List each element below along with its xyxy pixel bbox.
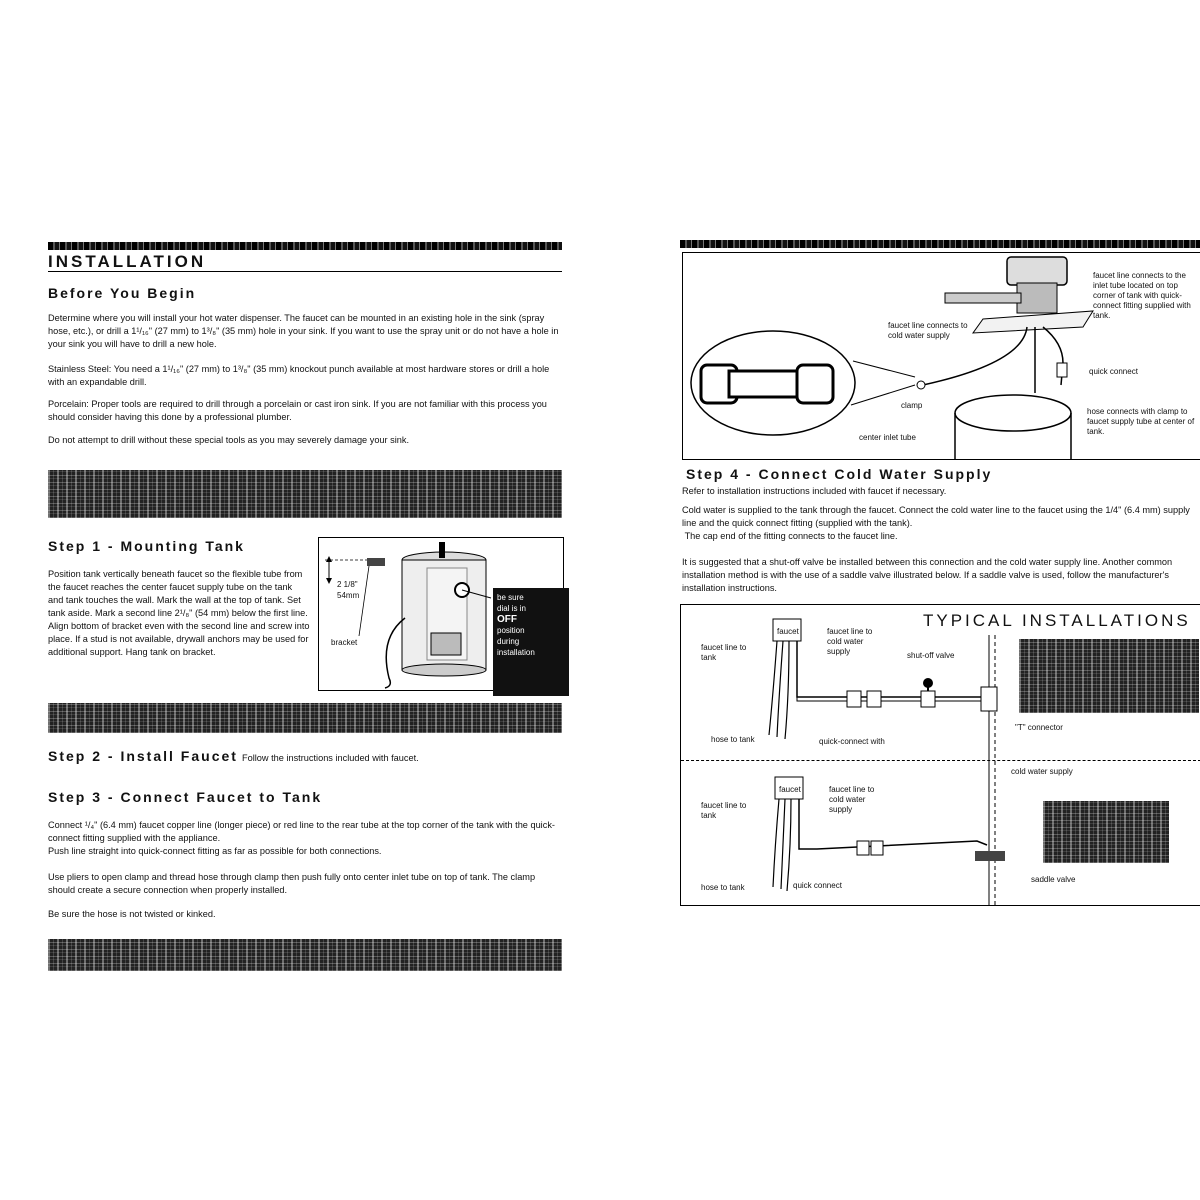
plumbing-diagrams xyxy=(681,605,1200,905)
d2-quick-connect: quick connect xyxy=(793,881,842,890)
label-quick-connect: quick connect xyxy=(1089,367,1138,376)
step1-text: Position tank vertically beneath faucet so the flexible tube from the faucet reaches the center faucet supply tube on the tank and tank touches the wall. Mark the wall at the top of tank. Set tank aside. Mark a second line 2¹/₈" (54 mm) below the first line. Align bottom of bracket even with the second line and screw into place. If a stud is not available, drywall anchors may be used for additional support. Hang tank on bracket. xyxy=(48,569,310,657)
step4-para-3: It is suggested that a shut-off valve be installed between this connection and the cold water supply line. Another common installation method is with the use of a saddle valve illustrated below. If a saddle valve is used, follow the manufacturer's installation instructions. xyxy=(682,557,1173,593)
note-line-6: installation xyxy=(497,648,535,657)
bracket-label: bracket xyxy=(331,638,358,647)
step2-title: Step 2 - Install Faucet xyxy=(48,748,238,764)
d2-saddle: saddle valve xyxy=(1031,875,1076,884)
top-figure xyxy=(682,252,1200,460)
typical-installations-box xyxy=(680,604,1200,906)
step4-para-1: Refer to installation instructions included with faucet if necessary. xyxy=(682,486,947,496)
note-line-5: during xyxy=(497,637,520,646)
step3-para-2: Use pliers to open clamp and thread hose through clamp then push fully onto center inlet tube on top of tank. The clamp should create a secure connection when properly installed. xyxy=(48,872,536,895)
dial-note xyxy=(493,588,569,696)
d1-faucet: faucet xyxy=(777,627,799,636)
step1-figure xyxy=(318,537,564,691)
step4-title: Step 4 - Connect Cold Water Supply xyxy=(686,466,993,482)
label-faucet-line-cold: faucet line connects to cold water supply xyxy=(888,321,968,340)
before-para-3: Porcelain: Proper tools are required to drill through a porcelain or cast iron sink. If you are not familiar with this process you should consider having this done by a professional plumber. xyxy=(48,399,547,422)
noise-band-2 xyxy=(48,703,562,733)
d2-faucet-line-cold: faucet line to cold water supply xyxy=(829,785,875,814)
dim-label-2: 54mm xyxy=(337,591,360,600)
before-para-4: Do not attempt to drill without these special tools as you may severely damage your sink. xyxy=(48,435,410,445)
header-rule-right xyxy=(680,240,1200,248)
saddle-valve-icon xyxy=(975,851,1005,861)
typical-title: TYPICAL INSTALLATIONS xyxy=(923,611,1191,630)
note-line-4: position xyxy=(497,626,525,635)
before-title: Before You Begin xyxy=(48,285,197,301)
step3-para-1: Connect ¹/₄" (6.4 mm) faucet copper line (longer piece) or red line to the rear tube at the top corner of the tank with the quick-connect fitting supplied with the appliance. Push line straight into quick-connect fitting as far as possible for both connections. xyxy=(48,820,555,856)
note-line-3: OFF xyxy=(497,614,517,625)
label-center-inlet: center inlet tube xyxy=(859,433,916,442)
noise-band-3 xyxy=(48,939,562,971)
before-para-1: Determine where you will install your hot water dispenser. The faucet can be mounted in an existing hole in the sink (spray hose, etc.), or drill a 1¹/₁₆" (27 mm) to 1³/₈" (35 mm) hole in your sink. If you want to use the spray unit or do not have a hole in your sink you will have to drill a new hole. xyxy=(48,313,559,349)
section-title: INSTALLATION xyxy=(48,252,207,271)
step3-title: Step 3 - Connect Faucet to Tank xyxy=(48,789,323,805)
header-rule-left xyxy=(48,242,562,250)
d2-hose-tank: hose to tank xyxy=(701,883,745,892)
d1-faucet-line-tank: faucet line to tank xyxy=(701,643,747,662)
d1-shutoff: shut-off valve xyxy=(907,651,955,660)
before-para-2: Stainless Steel: You need a 1¹/₁₆" (27 mm) to 1³/₈" (35 mm) knockout punch available at most hardware stores or drill a hole with an expandable drill. xyxy=(48,364,550,387)
step4-para-2: Cold water is supplied to the tank through the faucet. Connect the cold water line to the faucet using the 1/4" (6.4 mm) supply line and the quick connect fitting (supplied with the tank). The cap end of the fitting connects to the faucet line. xyxy=(682,505,1190,541)
title-underline xyxy=(48,271,562,272)
d1-faucet-line-cold: faucet line to cold water supply xyxy=(827,627,873,656)
note-line-1: be sure xyxy=(497,593,524,602)
label-faucet-line-tank: faucet line connects to the inlet tube located on top corner of tank with quick-connect fitting supplied with tank. xyxy=(1093,271,1191,320)
note-line-2: dial is in xyxy=(497,604,526,613)
d2-faucet-line-tank: faucet line to tank xyxy=(701,801,747,820)
d1-t-connector: "T" connector xyxy=(1015,723,1063,732)
step2-text: Follow the instructions included with faucet. xyxy=(242,753,419,763)
d2-cold-supply: cold water supply xyxy=(1011,767,1073,776)
label-clamp: clamp xyxy=(901,401,923,410)
noise-band-1 xyxy=(48,470,562,518)
step1-title: Step 1 - Mounting Tank xyxy=(48,538,245,554)
step3-para-3: Be sure the hose is not twisted or kinked. xyxy=(48,909,216,919)
d1-quick-connect: quick-connect with xyxy=(819,737,885,746)
d1-hose-tank: hose to tank xyxy=(711,735,755,744)
d2-faucet: faucet xyxy=(779,785,801,794)
label-hose-connects: hose connects with clamp to faucet supply tube at center of tank. xyxy=(1087,407,1195,436)
dim-label-1: 2 1/8" xyxy=(337,580,358,589)
bracket-shape xyxy=(367,558,385,566)
